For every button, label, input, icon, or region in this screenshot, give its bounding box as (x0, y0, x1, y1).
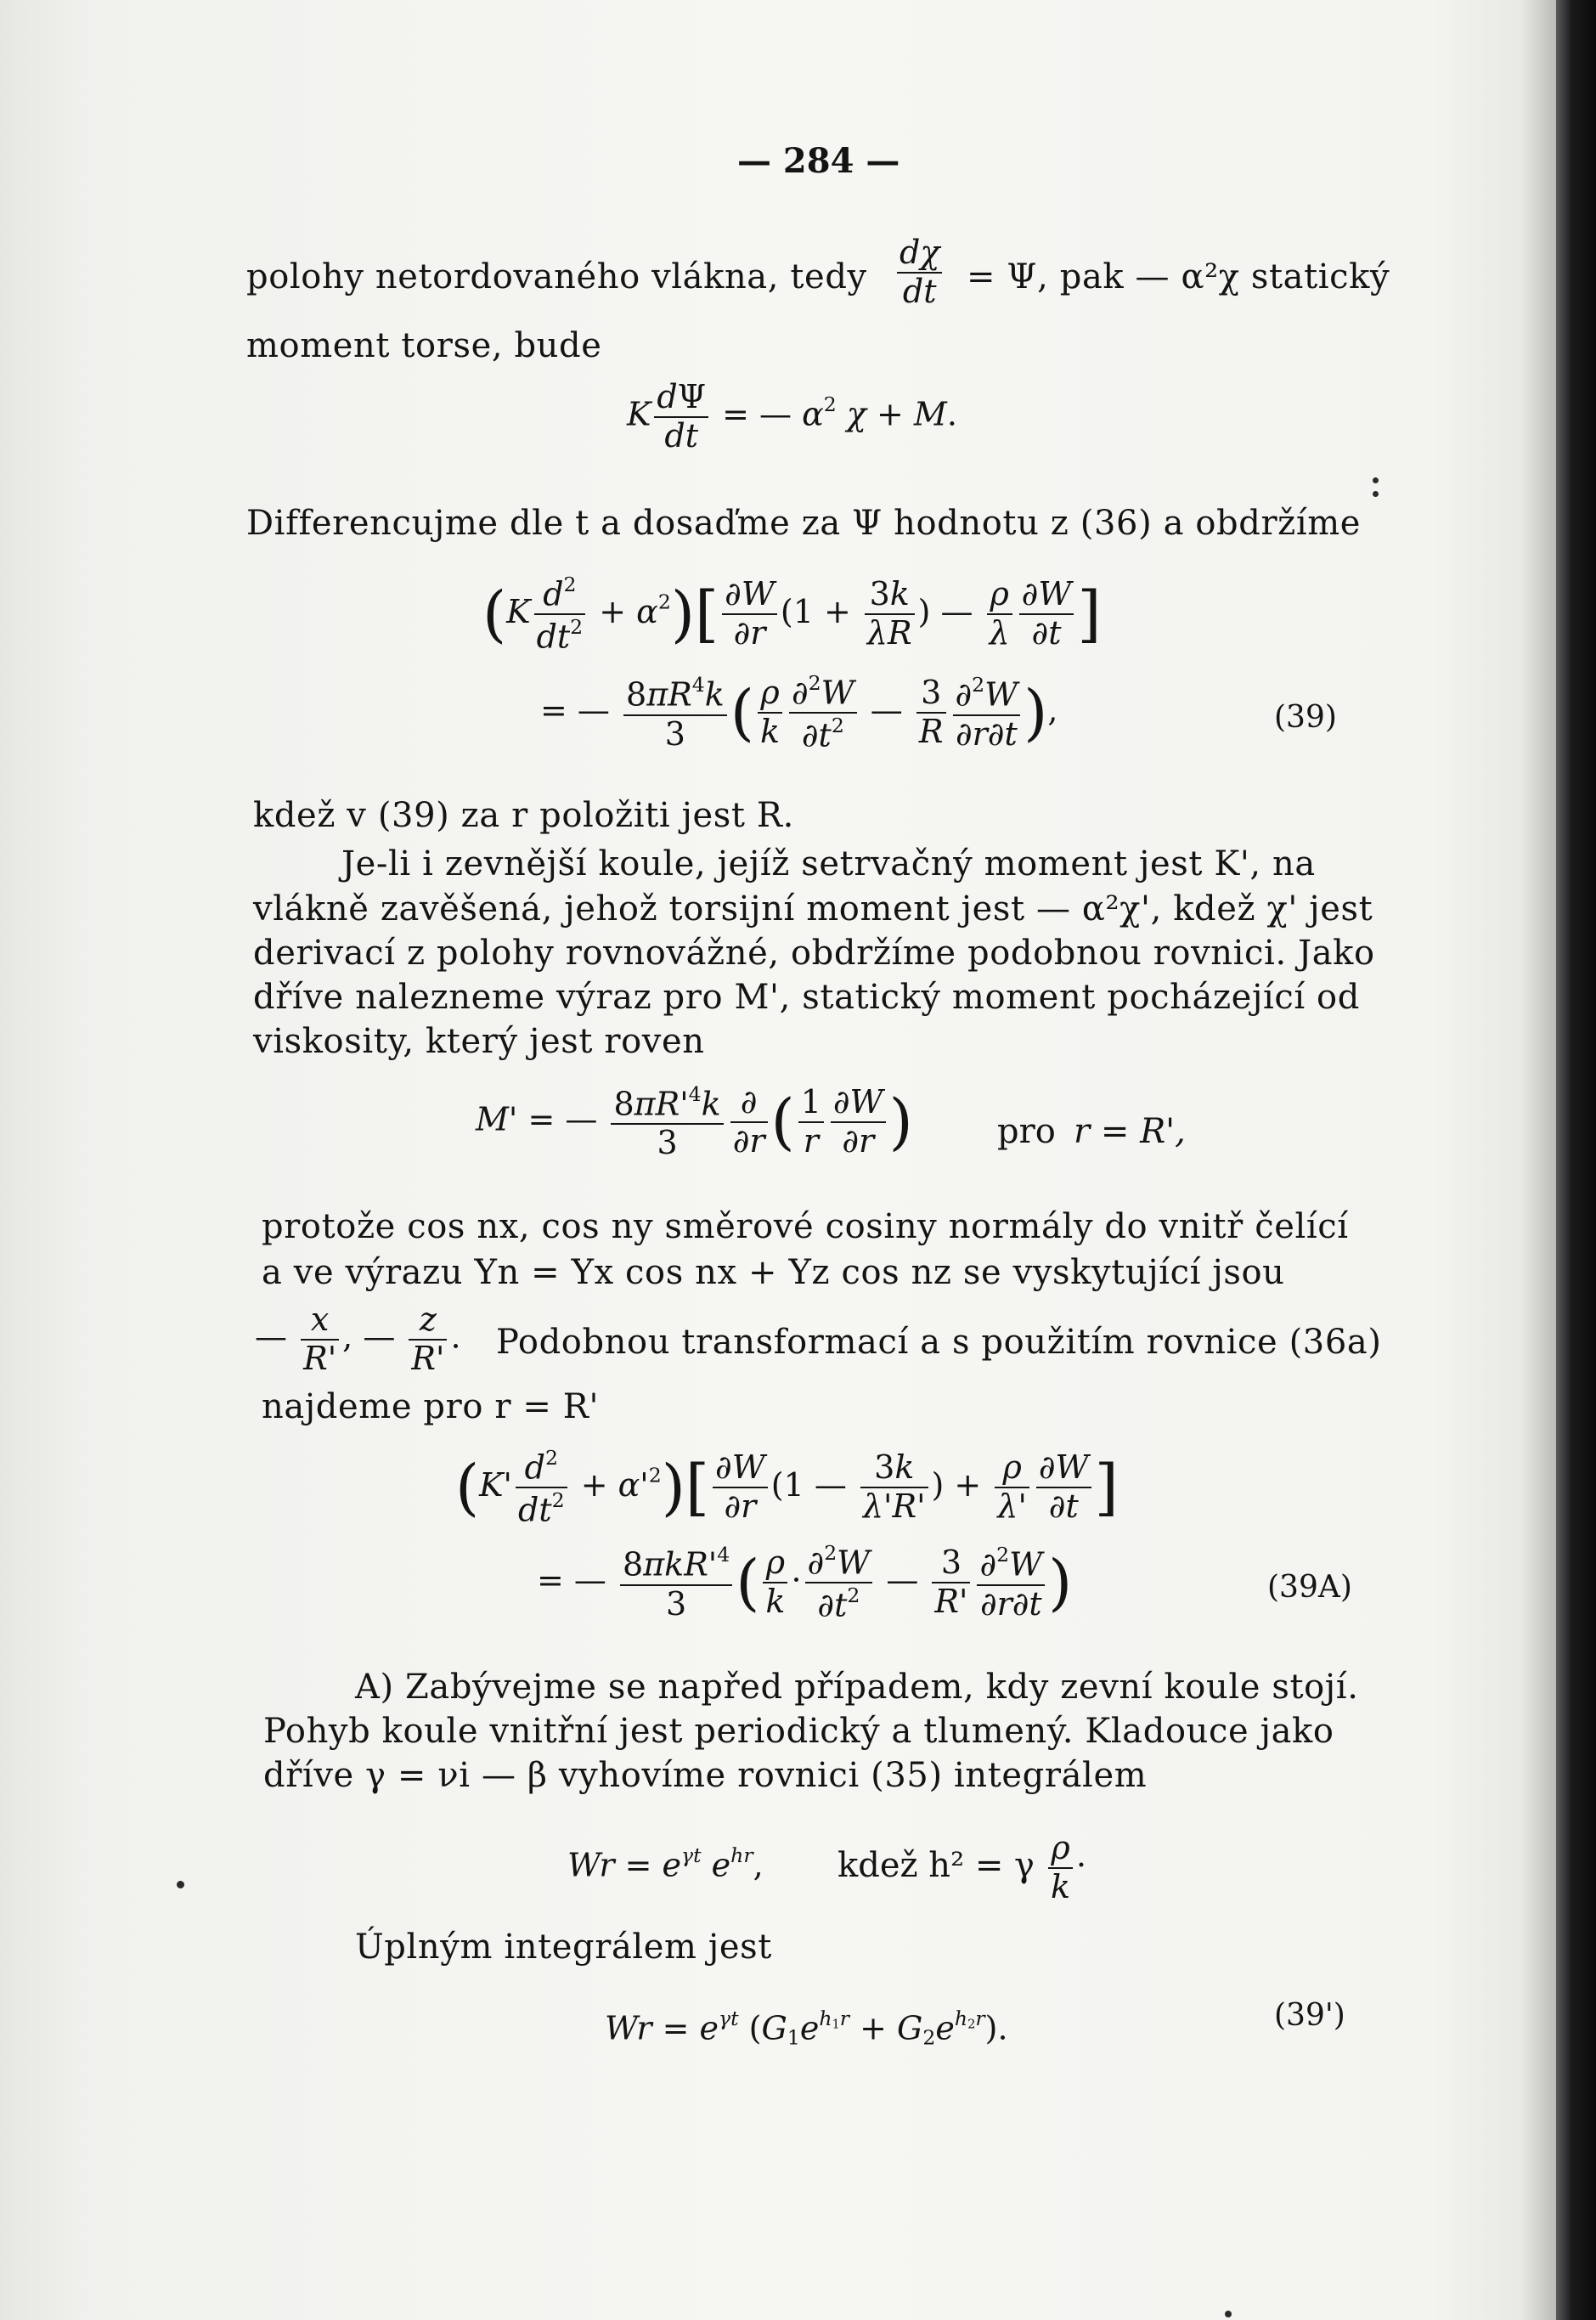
equation-m-prime-pro: pro (997, 1112, 1056, 1151)
text-line-13: najdeme pro r = R' (262, 1387, 600, 1426)
text-line-10: protože cos nx, cos ny směrové cosiny normály do vnitř čelící (262, 1207, 1349, 1246)
text-line-11: a ve výrazu Yn = Yx cos nx + Yz cos nz se vyskytující jsou (262, 1253, 1285, 1292)
page-edge-shadow (1556, 0, 1596, 2320)
inline-fractions-x-z: — $\frac{x}{R'}$ , — $\frac{z}{R'}$ . (255, 1301, 461, 1377)
text-line-6: vlákně zavěšená, jehož torsijní moment jest — α²χ', kdež χ' jest (253, 889, 1373, 929)
text-line-17: kdež h² = γ (837, 1846, 1035, 1885)
equation-label-39: (39) (1274, 700, 1337, 735)
text-line-1b: = Ψ, pak — α²χ statický (967, 257, 1390, 296)
equation-39a-line1: (K' $\frac{d^2}{dt^2}$ + $\alpha'^2$)[ $\frac{\partial W}{\partial r}$ (1 — $\frac{3k}{\lambda'R'}$ ) + $\frac{\rho}{\lambda'}$ $\frac{\partial W}{\partial t}$ ] (455, 1446, 1119, 1529)
text-line-4: kdež v (39) za r položiti jest R. (253, 796, 794, 835)
text-line-5: Je-li i zevnější koule, jejíž setrvačný moment jest K', na (341, 844, 1316, 883)
equation-39-prime: $Wr = e^{\gamma t}$ $(G_1e^{h_1r} + G_2e^{h_2r})$. (605, 2007, 1008, 2050)
page-number: — 284 — (737, 141, 900, 181)
page-binding-shadow (1520, 0, 1556, 2320)
equation-label-39a: (39A) (1267, 1570, 1352, 1605)
text-line-16: dříve γ = νi — β vyhovíme rovnici (35) integrálem (263, 1756, 1148, 1795)
text-line-15: Pohyb koule vnitřní jest periodický a tlumený. Kladouce jako (263, 1712, 1334, 1751)
text-line-8: dříve nalezneme výraz pro M', statický moment pocházející od (253, 978, 1360, 1017)
scan-speck (177, 1881, 184, 1888)
text-line-1a: polohy netordovaného vlákna, tedy (246, 257, 867, 296)
equation-torsion: K $\frac{d\Psi}{dt}$ = — $\alpha^2$ χ + M. (627, 378, 957, 454)
text-line-9: viskosity, který jest roven (253, 1022, 705, 1061)
equation-label-39-prime: (39') (1274, 1998, 1345, 2033)
inline-derivative: $\frac{d\chi}{dt}$ (894, 236, 945, 309)
text-line-12: Podobnou transformací a s použitím rovnice (36a) (496, 1323, 1382, 1362)
equation-39-line2: = — $\frac{8\pi R^4k}{3}$ ( $\frac{\rho}{k}$ $\frac{\partial^2W}{\partial t^2}$ — $\frac{3}{R}$ $\frac{\partial^2W}{\partial r\partial t}$ ), (540, 671, 1058, 754)
equation-wr-simple: $Wr = e^{\gamma t}$ $e^{hr}$, (567, 1843, 764, 1884)
inline-rho-over-k: $\frac{\rho}{k}$ · (1045, 1832, 1086, 1905)
text-line-14: A) Zabývejme se napřed případem, kdy zevní koule stojí. (355, 1668, 1359, 1707)
equation-39-line1: (K $\frac{d^2}{dt^2}$ + $\alpha^2$)[ $\frac{\partial W}{\partial r}$ (1 + $\frac{3k}{\lambda R}$ ) — $\frac{\rho}{\lambda}$ $\frac{\partial W}{\partial t}$ ] (482, 573, 1102, 656)
equation-39a-line2: = — $\frac{8\pi kR'^4}{3}$ ( $\frac{\rho}{k}$ · $\frac{\partial^2W}{\partial t^2}$ — $\frac{3}{R'}$ $\frac{\partial^2W}{\partial r\partial t}$ ) (537, 1541, 1073, 1624)
text-line-2: moment torse, bude (246, 326, 602, 365)
scan-speck (1373, 491, 1379, 497)
equation-m-prime: M' = — $\frac{8\pi R'^4k}{3}$ $\frac{\partial}{\partial r}$ ( $\frac{1}{r}$ $\frac{\partial W}{\partial r}$ ) (476, 1082, 913, 1162)
text-line-7: derivací z polohy rovnovážné, obdržíme podobnou rovnici. Jako (253, 934, 1375, 973)
text-line-18: Úplným integrálem jest (355, 1928, 772, 1967)
scan-speck (1225, 2311, 1232, 2317)
scan-speck (1373, 477, 1379, 483)
equation-m-prime-condition: r = R', (1074, 1112, 1186, 1151)
text-line-3: Differencujme dle t a dosaďme za Ψ hodnotu z (36) a obdržíme (246, 504, 1362, 543)
